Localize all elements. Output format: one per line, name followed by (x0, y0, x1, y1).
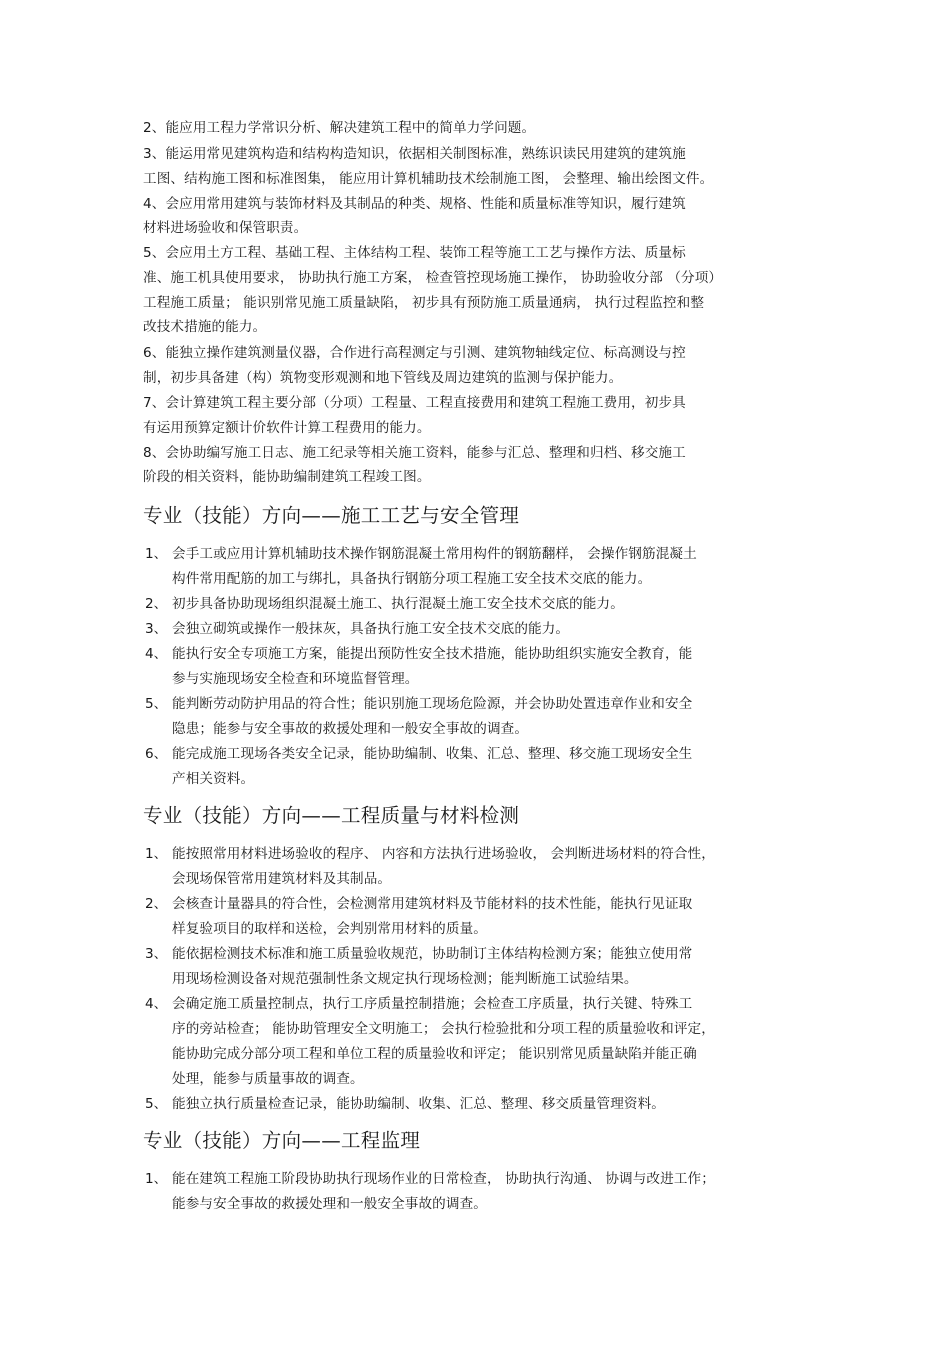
section-heading-construction-safety: 专业（技能）方向——施工工艺与安全管理 (143, 504, 520, 527)
s2-item-1-line-2: 会现场保管常用建筑材料及其制品。 (172, 871, 392, 887)
s2-item-2-line-1: 会核查计量器具的符合性，会检测常用建筑材料及节能材料的技术性能，能执行见证取 (172, 896, 693, 912)
s2-item-3-line-1: 能依据检测技术标准和施工质量验收规范，协助制订主体结构检测方案；能独立使用常 (172, 946, 693, 962)
s3-item-1-number: 1、 (145, 1171, 168, 1187)
s3-item-1-line-2: 能参与安全事故的救援处理和一般安全事故的调查。 (172, 1196, 487, 1212)
s1-item-5-line-1: 能判断劳动防护用品的符合性；能识别施工现场危险源，并会协助处置违章作业和安全 (172, 696, 693, 712)
s2-item-1-number: 1、 (145, 846, 168, 862)
section-heading-quality-testing: 专业（技能）方向——工程质量与材料检测 (143, 804, 520, 827)
s1-item-4-line-2: 参与实施现场安全检查和环境监督管理。 (172, 671, 419, 687)
s1-item-1-number: 1、 (145, 546, 168, 562)
s2-item-2-line-2: 样复验项目的取样和送检，会判别常用材料的质量。 (172, 921, 487, 937)
s1-item-3-number: 3、 (145, 621, 168, 637)
intro-item-4-line-2: 材料进场验收和保管职责。 (143, 220, 308, 236)
s1-item-3-line-1: 会独立砌筑或操作一般抹灰，具备执行施工安全技术交底的能力。 (172, 621, 570, 637)
intro-item-2-line-1: 2、能应用工程力学常识分析、解决建筑工程中的简单力学问题。 (143, 120, 536, 136)
s2-item-1-line-1: 能按照常用材料进场验收的程序、 内容和方法执行进场验收， 会判断进场材料的符合性， (172, 846, 715, 862)
s2-item-3-number: 3、 (145, 946, 168, 962)
intro-item-3-line-1: 3、能运用常见建筑构造和结构构造知识，依据相关制图标准，熟练识读民用建筑的建筑施 (143, 146, 686, 162)
intro-item-7-line-1: 7、会计算建筑工程主要分部（分项）工程量、工程直接费用和建筑工程施工费用，初步具 (143, 395, 686, 411)
s1-item-5-number: 5、 (145, 696, 168, 712)
s1-item-1-line-1: 会手工或应用计算机辅助技术操作钢筋混凝土常用构件的钢筋翻样， 会操作钢筋混凝土 (172, 546, 697, 562)
s2-item-5-line-1: 能独立执行质量检查记录，能协助编制、收集、汇总、整理、移交质量管理资料。 (172, 1096, 665, 1112)
intro-item-8-line-1: 8、会协助编写施工日志、施工纪录等相关施工资料，能参与汇总、整理和归档、移交施工 (143, 445, 686, 461)
s1-item-5-line-2: 隐患；能参与安全事故的救援处理和一般安全事故的调查。 (172, 721, 529, 737)
s2-item-2-number: 2、 (145, 896, 168, 912)
s1-item-4-line-1: 能执行安全专项施工方案，能提出预防性安全技术措施，能协助组织实施安全教育，能 (172, 646, 693, 662)
intro-item-6-line-1: 6、能独立操作建筑测量仪器，合作进行高程测定与引测、建筑物轴线定位、标高测设与控 (143, 345, 686, 361)
s3-item-1-line-1: 能在建筑工程施工阶段协助执行现场作业的日常检查， 协助执行沟通、 协调与改进工作； (172, 1171, 715, 1187)
s1-item-6-line-2: 产相关资料。 (172, 771, 255, 787)
intro-item-8-line-2: 阶段的相关资料，能协助编制建筑工程竣工图。 (143, 469, 431, 485)
s2-item-3-line-2: 用现场检测设备对规范强制性条文规定执行现场检测；能判断施工试验结果。 (172, 971, 638, 987)
s2-item-4-number: 4、 (145, 996, 168, 1012)
intro-item-3-line-2: 工图、结构施工图和标准图集， 能应用计算机辅助技术绘制施工图， 会整理、输出绘图文件。 (143, 171, 714, 187)
intro-item-7-line-2: 有运用预算定额计价软件计算工程费用的能力。 (143, 420, 431, 436)
intro-item-5-line-3: 工程施工质量； 能识别常见施工质量缺陷， 初步具有预防施工质量通病， 执行过程监控和整 (143, 295, 705, 311)
s1-item-6-line-1: 能完成施工现场各类安全记录，能协助编制、收集、汇总、整理、移交施工现场安全生 (172, 746, 693, 762)
s1-item-1-line-2: 构件常用配筋的加工与绑扎，具备执行钢筋分项工程施工安全技术交底的能力。 (172, 571, 652, 587)
s1-item-6-number: 6、 (145, 746, 168, 762)
intro-item-6-line-2: 制，初步具备建（构）筑物变形观测和地下管线及周边建筑的监测与保护能力。 (143, 370, 623, 386)
section-heading-supervision: 专业（技能）方向——工程监理 (143, 1129, 421, 1152)
s1-item-2-number: 2、 (145, 596, 168, 612)
s1-item-2-line-1: 初步具备协助现场组织混凝土施工、执行混凝土施工安全技术交底的能力。 (172, 596, 624, 612)
s2-item-4-line-4: 处理，能参与质量事故的调查。 (172, 1071, 364, 1087)
intro-item-4-line-1: 4、会应用常用建筑与装饰材料及其制品的种类、规格、性能和质量标准等知识，履行建筑 (143, 196, 686, 212)
s2-item-5-number: 5、 (145, 1096, 168, 1112)
s2-item-4-line-2: 序的旁站检查； 能协助管理安全文明施工； 会执行检验批和分项工程的质量验收和评定， (172, 1021, 715, 1037)
s1-item-4-number: 4、 (145, 646, 168, 662)
s2-item-4-line-1: 会确定施工质量控制点，执行工序质量控制措施；会检查工序质量，执行关键、特殊工 (172, 996, 693, 1012)
intro-item-5-line-4: 改技术措施的能力。 (143, 319, 267, 335)
s2-item-4-line-3: 能协助完成分部分项工程和单位工程的质量验收和评定； 能识别常见质量缺陷并能正确 (172, 1046, 697, 1062)
intro-item-5-line-1: 5、会应用土方工程、基础工程、主体结构工程、装饰工程等施工工艺与操作方法、质量标 (143, 245, 686, 261)
intro-item-5-line-2: 准、施工机具使用要求， 协助执行施工方案， 检查管控现场施工操作， 协助验收分部 （分项） (143, 270, 723, 286)
